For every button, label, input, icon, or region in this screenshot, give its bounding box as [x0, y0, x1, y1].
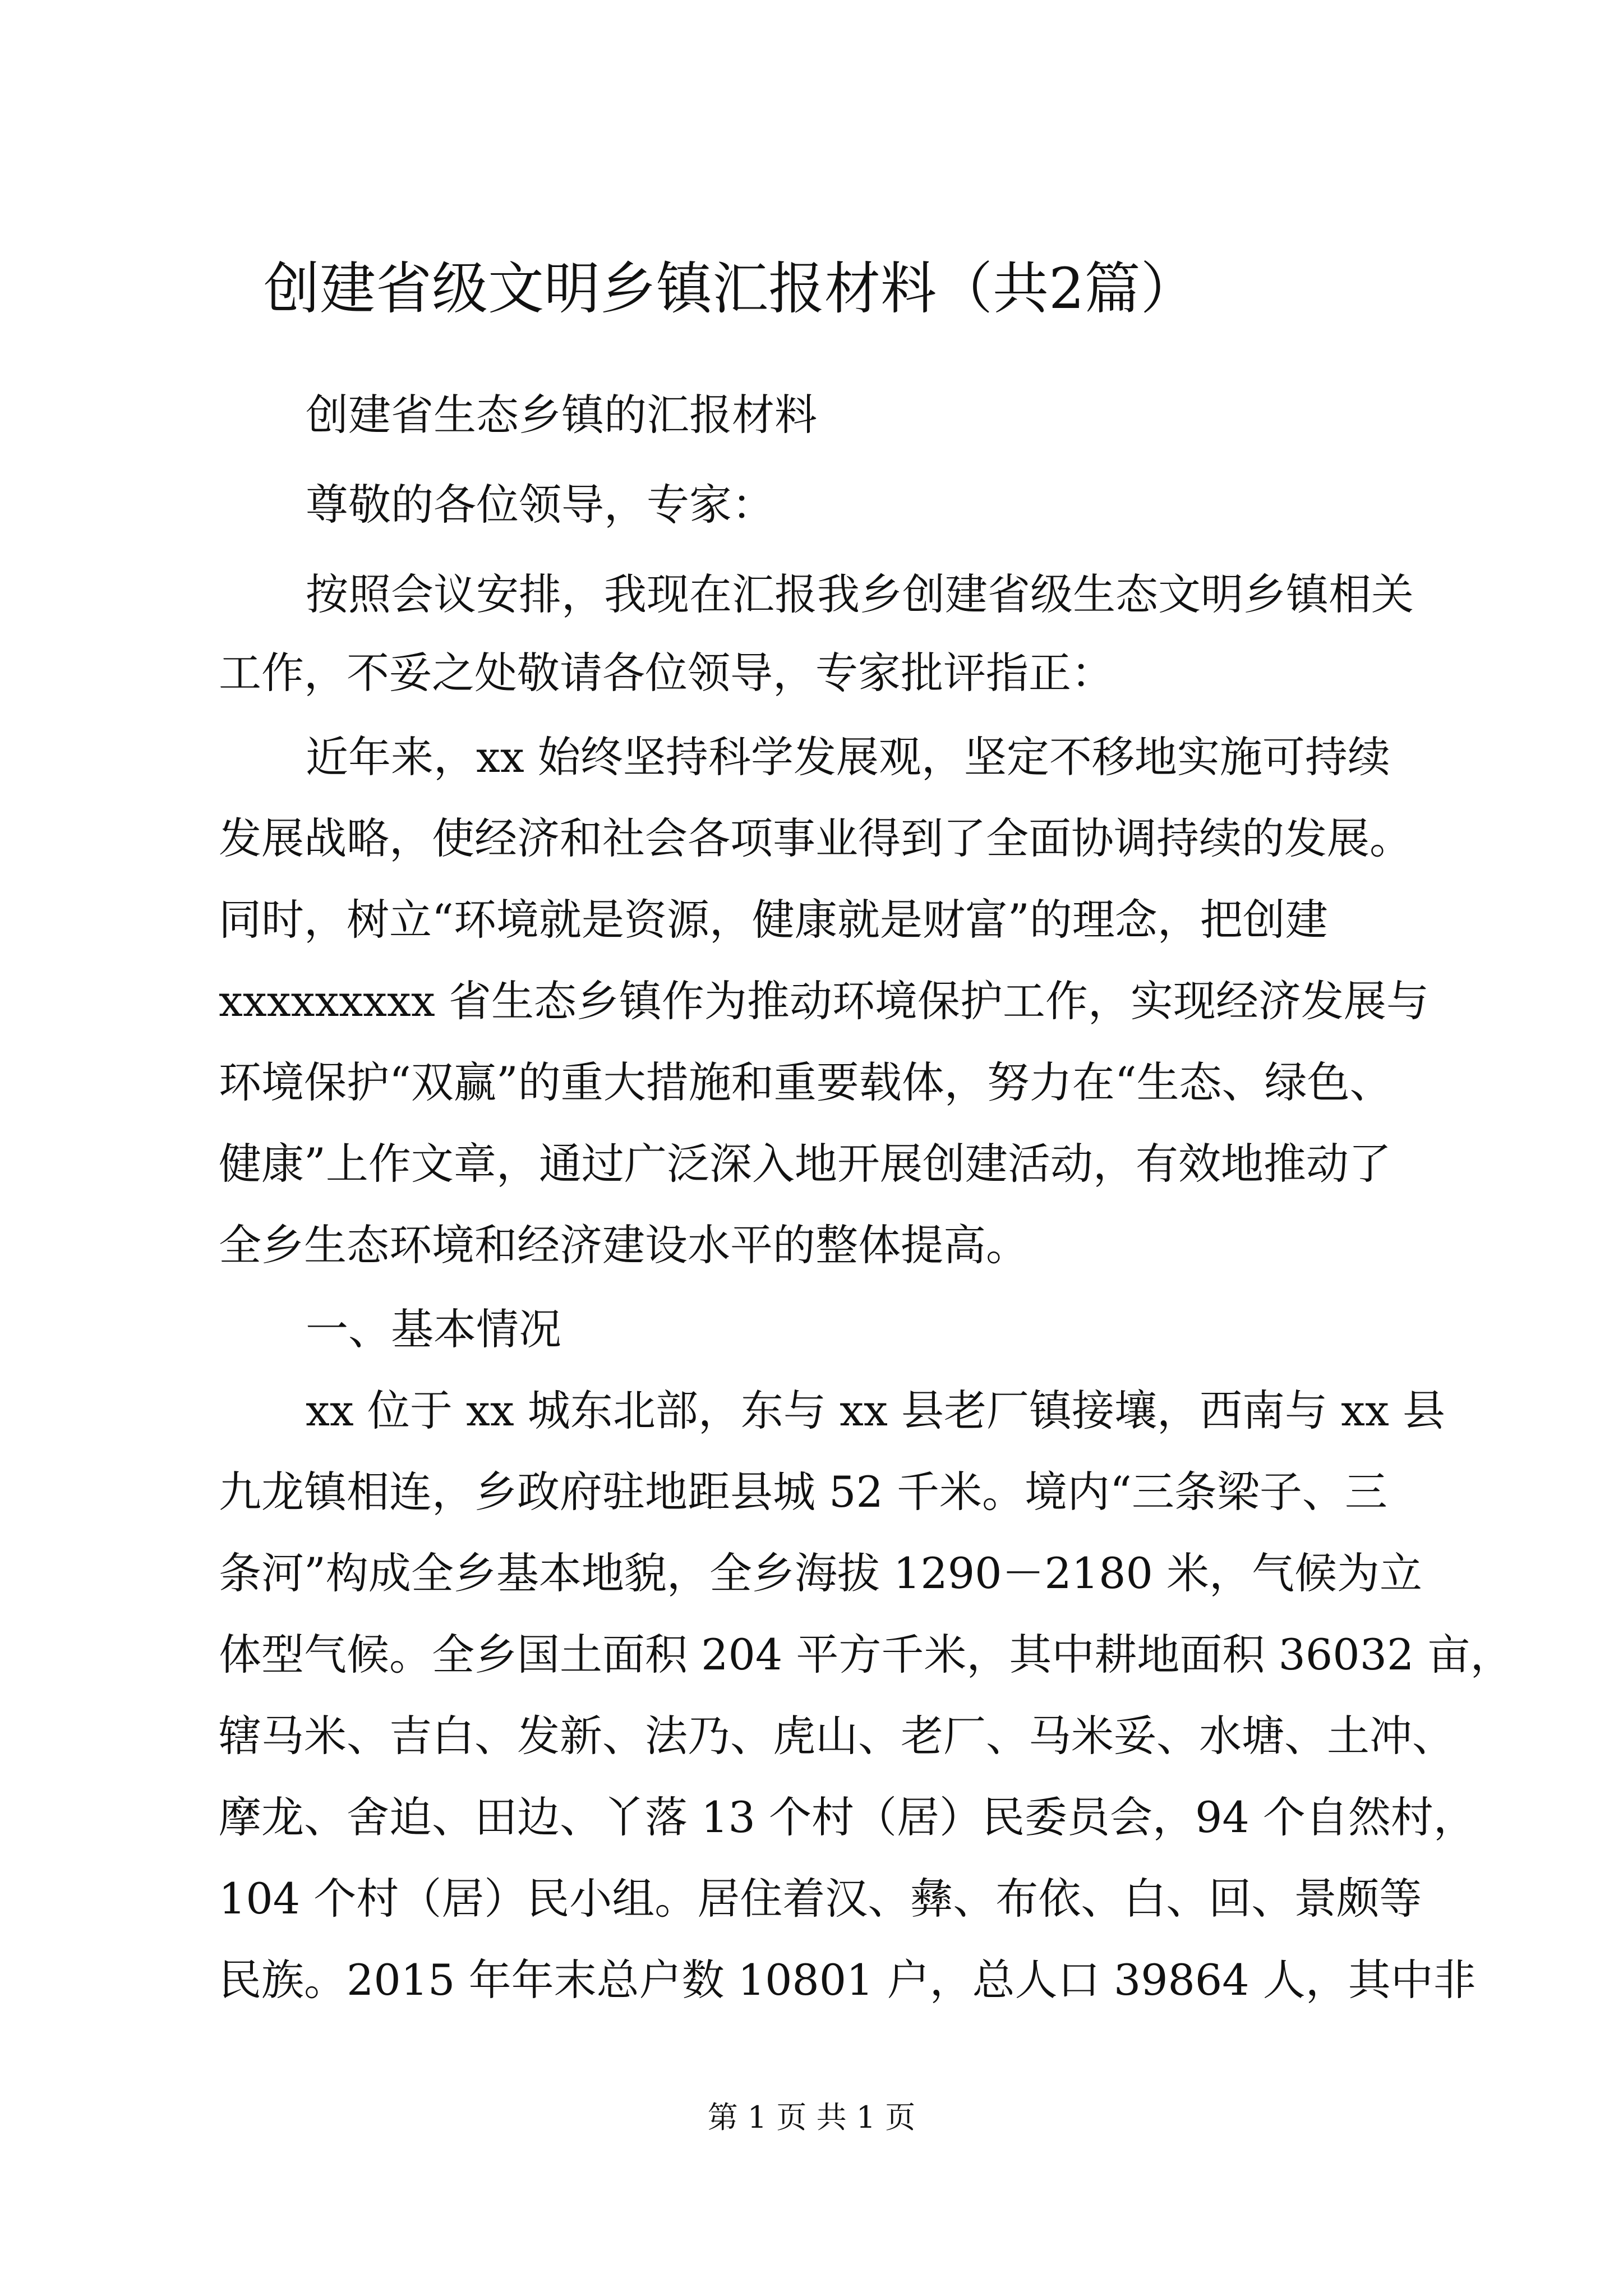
paragraph-line: 环境保护“双赢”的重大措施和重要载体，努力在“生态、绿色、 — [219, 1057, 1393, 1107]
paragraph-line: xxxxxxxxx 省生态乡镇作为推动环境保护工作，实现经济发展与 — [219, 976, 1429, 1026]
subtitle-line: 创建省生态乡镇的汇报材料 — [306, 390, 817, 440]
paragraph-line: xx 位于 xx 城东北部，东与 xx 县老厂镇接壤，西南与 xx 县 — [306, 1386, 1445, 1435]
paragraph-line: 工作，不妥之处敬请各位领导，专家批评指正： — [219, 648, 1114, 698]
document-title: 创建省级文明乡镇汇报材料（共2篇） — [264, 256, 1197, 321]
paragraph-line: 按照会议安排，我现在汇报我乡创建省级生态文明乡镇相关 — [306, 569, 1414, 619]
paragraph-line: 民族。2015 年年末总户数 10801 户，总人口 39864 人，其中非 — [219, 1955, 1476, 2005]
paragraph-line: 全乡生态环境和经济建设水平的整体提高。 — [219, 1220, 1029, 1270]
paragraph-line: 辖马米、吉白、发新、法乃、虎山、老厂、马米妥、水塘、土冲、 — [219, 1711, 1455, 1761]
paragraph-line: 九龙镇相连，乡政府驻地距县城 52 千米。境内“三条梁子、三 — [219, 1467, 1387, 1517]
paragraph-line: 近年来，xx 始终坚持科学发展观，坚定不移地实施可持续 — [306, 732, 1390, 782]
paragraph-line: 发展战略，使经济和社会各项事业得到了全面协调持续的发展。 — [219, 813, 1412, 863]
paragraph-line: 体型气候。全乡国土面积 204 平方千米，其中耕地面积 36032 亩， — [219, 1630, 1513, 1680]
page-footer: 第 1 页 共 1 页 — [707, 2100, 916, 2135]
paragraph-line: 摩龙、舍迫、田边、丫落 13 个村（居）民委员会，94 个自然村， — [219, 1792, 1476, 1842]
paragraph-line: 健康”上作文章，通过广泛深入地开展创建活动，有效地推动了 — [219, 1139, 1391, 1189]
salutation-line: 尊敬的各位领导，专家： — [306, 480, 774, 530]
section-heading: 一、基本情况 — [306, 1304, 561, 1354]
paragraph-line: 同时，树立“环境就是资源，健康就是财富”的理念，把创建 — [219, 895, 1328, 945]
paragraph-line: 104 个村（居）民小组。居住着汉、彝、布依、白、回、景颇等 — [219, 1874, 1422, 1924]
paragraph-line: 条河”构成全乡基本地貌，全乡海拔 1290－2180 米，气候为立 — [219, 1548, 1422, 1598]
